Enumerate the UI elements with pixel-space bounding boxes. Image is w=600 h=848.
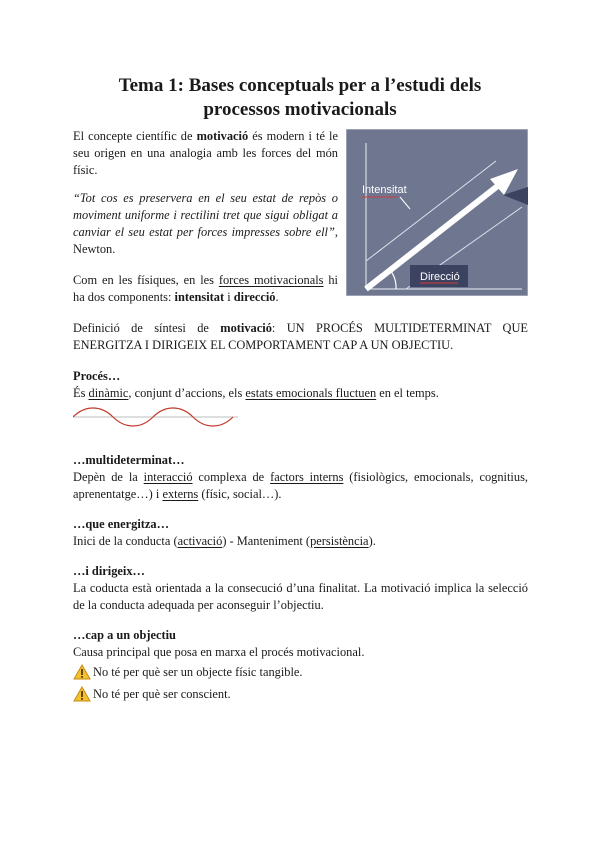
quote-author: , Newton. (73, 225, 338, 256)
definition-term: motivació (220, 321, 272, 335)
intensity-label: Intensitat (362, 184, 407, 196)
direccio-term: direcció (233, 290, 276, 304)
intro-paragraph: El concepte científic de motivació és modern i té le seu origen en una analogia amb les forces del món físic. (73, 129, 338, 177)
energitza-heading: …que energitza… (73, 517, 170, 531)
forces-link: forces motivacionals (218, 273, 324, 287)
quote-text: “Tot cos es preservera en el seu estat de repòs o moviment uniforme i rectilini tret que sigui obligat a canviar el seu estat per forces impresses sobre ell” (73, 191, 338, 239)
dirigeix-heading: …i dirigeix… (73, 564, 145, 578)
forces-paragraph: Com en les físiques, en les forces motivacionals hi ha dos components: intensitat i direcció. (73, 273, 338, 304)
energitza-text: Inici de la conducta (activació) - Manteniment (persistència). (73, 534, 376, 548)
direction-label: Direcció (420, 271, 460, 283)
title-line-2: processos motivacionals (203, 99, 397, 120)
dirigeix-text: La coducta està orientada a la consecució d’una finalitat. La motivació implica la selecció de la conducta adequada per aconseguir l’objectiu. (73, 581, 528, 612)
vector-diagram (346, 129, 528, 296)
newton-quote (73, 190, 338, 258)
fluctuation-wave (73, 404, 238, 430)
title-line-1: Tema 1: Bases conceptuals per a l’estudi dels (118, 75, 482, 96)
warning-text-2: No té per què ser conscient. (93, 687, 231, 701)
warning-text-1: No té per què ser un objecte físic tangible. (93, 665, 303, 679)
multideterminat-text: Depèn de la interacció complexa de factors interns (fisiològics, emocionals, cognitius, aprenentatge…) i externs (físic, social…). (73, 470, 528, 501)
motivacio-term: motivació (196, 129, 249, 143)
multideterminat-heading: …multideterminat… (73, 453, 185, 467)
objectiu-text: Causa principal que posa en marxa el procés motivacional. (73, 645, 365, 659)
definition-paragraph: Definició de síntesi de motivació: UN PROCÉS MULTIDETERMINAT QUE ENERGITZA I DIRIGEIX EL COMPORTAMENT CAP A UN OBJECTIU. (73, 321, 528, 352)
objectiu-heading: …cap a un objectiu (73, 628, 176, 642)
intensitat-term: intensitat (174, 290, 225, 304)
proces-text: És dinàmic, conjunt d’accions, els estats emocionals fluctuen en el temps. (73, 386, 439, 400)
page-title (60, 74, 540, 122)
warning-icon (73, 686, 91, 702)
warning-icon (73, 664, 91, 680)
proces-heading: Procés… (73, 369, 121, 383)
